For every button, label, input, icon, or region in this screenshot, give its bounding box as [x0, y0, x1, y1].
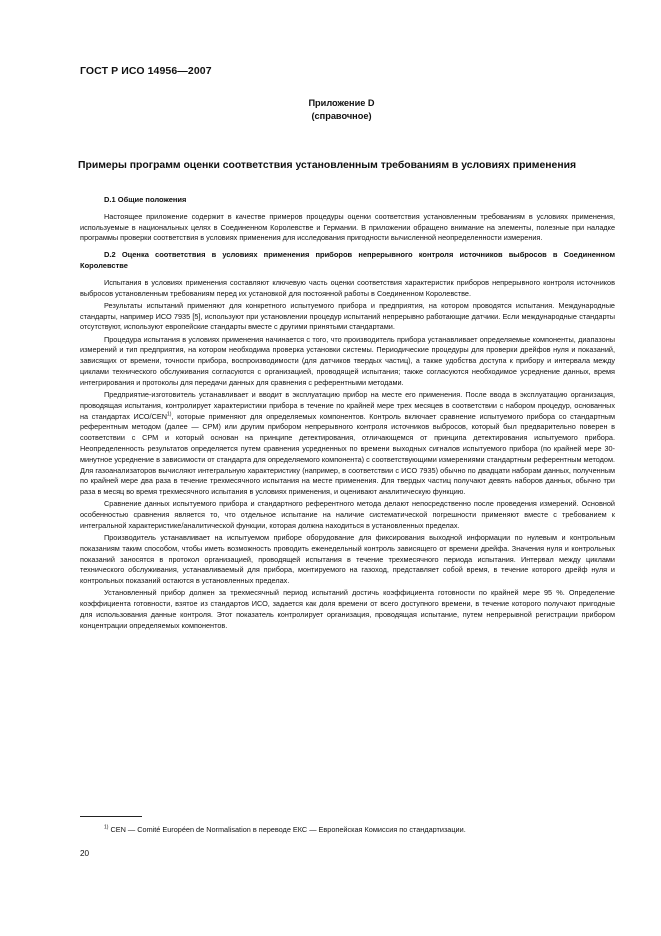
section-d2-paragraph: Результаты испытаний применяют для конкретного испытуемого прибора и предприятия, на котором проводятся испытания. Международные стандарты, например ИСО 7935 [5], используют при установлении процедур испытаний непрерывно работающие датчики. Если международные стандарты отсутствуют, используют европейские стандарты вместе с другими принятыми стандартами.: [80, 300, 615, 332]
section-d2-paragraph-with-footnote: [80, 390, 615, 498]
paragraph-text: Предприятие-изготовитель устанавливает и вводит в эксплуатацию прибор на месте его применения. После ввода в эксплуатацию организация, проводящая испытания, контролирует характеристики прибора в течение по крайней мере трех месяцев в соответствии с набором процедур, основанных на стандартах ИСО/CEN: [80, 389, 615, 421]
annex-title: Примеры программ оценки соответствия установленным требованиям в условиях применения: [78, 160, 577, 171]
document-id-header: ГОСТ Р ИСО 14956—2007: [80, 65, 212, 77]
footnote-reference[interactable]: 1): [166, 411, 172, 418]
body-text: [80, 195, 615, 633]
footnote-text: CEN — Comité Européen de Normalisation в переводе ЕКС — Европейская Комиссия по стандартизации.: [110, 825, 466, 834]
page-number: 20: [80, 849, 90, 858]
section-d2-paragraph: Установленный прибор должен за трехмесячный период испытаний достичь коэффициента готовности по крайней мере 95 %. Определение коэффициента готовности, взятое из стандартов ИСО, задается как доля времени от всего доступного времени, в течение которого получают пригодные для использования данные контроля. Этот показатель контролирует организация, проводящая испытание, путем непрерывной регистрации прибором концентрации определяемых компонентов.: [80, 588, 615, 630]
footnote-mark: 1): [104, 824, 109, 831]
section-d1-heading: D.1 Общие положения: [104, 195, 187, 204]
section-d2-heading: D.2 Оценка соответствия в условиях применения приборов непрерывного контроля источников выбросов в Соединенном Королевстве: [80, 250, 615, 270]
annex-label: Приложение D: [308, 98, 375, 108]
annex-type: (справочное): [311, 111, 372, 121]
section-d1-paragraph: Настоящее приложение содержит в качестве примеров процедуры оценки соответствия установленным требованиям в условиях применения, используемые в национальных целях в Соединенном Королевстве и Германии. В приложении обращено внимание на элементы, полезные при наладке программы проверки соответствия в условиях применения для исследования пригодности вычисленной неопределенности измерения.: [80, 211, 615, 243]
footnote-separator: [80, 816, 142, 817]
annex-heading: [0, 97, 661, 123]
section-d2-paragraph: Процедура испытания в условиях применения начинается с того, что производитель прибора устанавливает определяемые компоненты, диапазоны измерений и тип предприятия, на котором необходима проверка установки системы. Периодические процедуры для проверки дрейфов нуля и показаний, зависящих от времени, точности прибора, воспроизводимости (для датчиков твердых частиц), а также удобства доступа к прибору и интервала между циклами технического обслуживания согласуются с организацией, проводящей испытания; также согласуются необходимое усреднение данных, время интегрирования и протоколы для передачи данных для сравнения с референтными методами.: [80, 334, 615, 387]
section-d2-paragraph: Испытания в условиях применения составляют ключевую часть оценки соответствия характеристик приборов непрерывного контроля источников выбросов установленным требованиям перед их установкой для постоянной работы в Соединенном Королевстве.: [80, 277, 615, 298]
footnote: [104, 825, 619, 835]
section-d2-paragraph: Производитель устанавливает на испытуемом приборе оборудование для фиксирования выходной информации по нулевым и контрольным показаниям таким способом, чтобы иметь возможность проводить еженедельный контроль зависящего от времени дрейфа. Значения нуля и контрольных показаний заносятся в протокол организацией, проводящей испытания в течение трехмесячного периода испытания. Интервал между циклами технического обслуживания, устанавливаемый для прибора, монтируемого на газоход, представляет собой время, в течение которого дрейф нуля и контрольных показаний остаются в установленных пределах.: [80, 533, 615, 586]
section-d2-paragraph: Сравнение данных испытуемого прибора и стандартного референтного метода делают непосредственно после проведения измерений. Основной особенностью сравнения является то, что отдельное испытание на наличие систематической погрешности применяют вместе с требованием к интегральной характеристике/аналитической функции, которая должна находиться в установленных пределах.: [80, 499, 615, 530]
paragraph-text: , которые применяют для определяемых компонентов. Контроль включает сравнение испытуемого прибора со стандартным референтным методом (далее — СРМ) или другим прибором непрерывного контроля источников выбросов, который был предварительно поверен в соответствии с СРМ и который основан на принципе детектирования, отличающемся от принципа детектирования испытуемого прибора. Неопределенность результатов определяется путем сравнения усредненных по времени выходных сигналов испытуемого прибора (по крайней мере 30-минутное усреднение в зависимости от стандарта для определяемого компонента) с соответствующими измерениями стандартным референтным методом. Для газоанализаторов вычисляют интегральную характеристику (например, в соответствии с ИСО 7935) обычно по двадцати наборам данных, полученным по крайней мере два раза в течение трехмесячного испытания на месте применения. Для твердых частиц получают девять наборов данных, обычно три раза в месяц во время трехмесячного испытания в условиях применения, и оценивают аналитическую функцию.: [80, 411, 615, 497]
